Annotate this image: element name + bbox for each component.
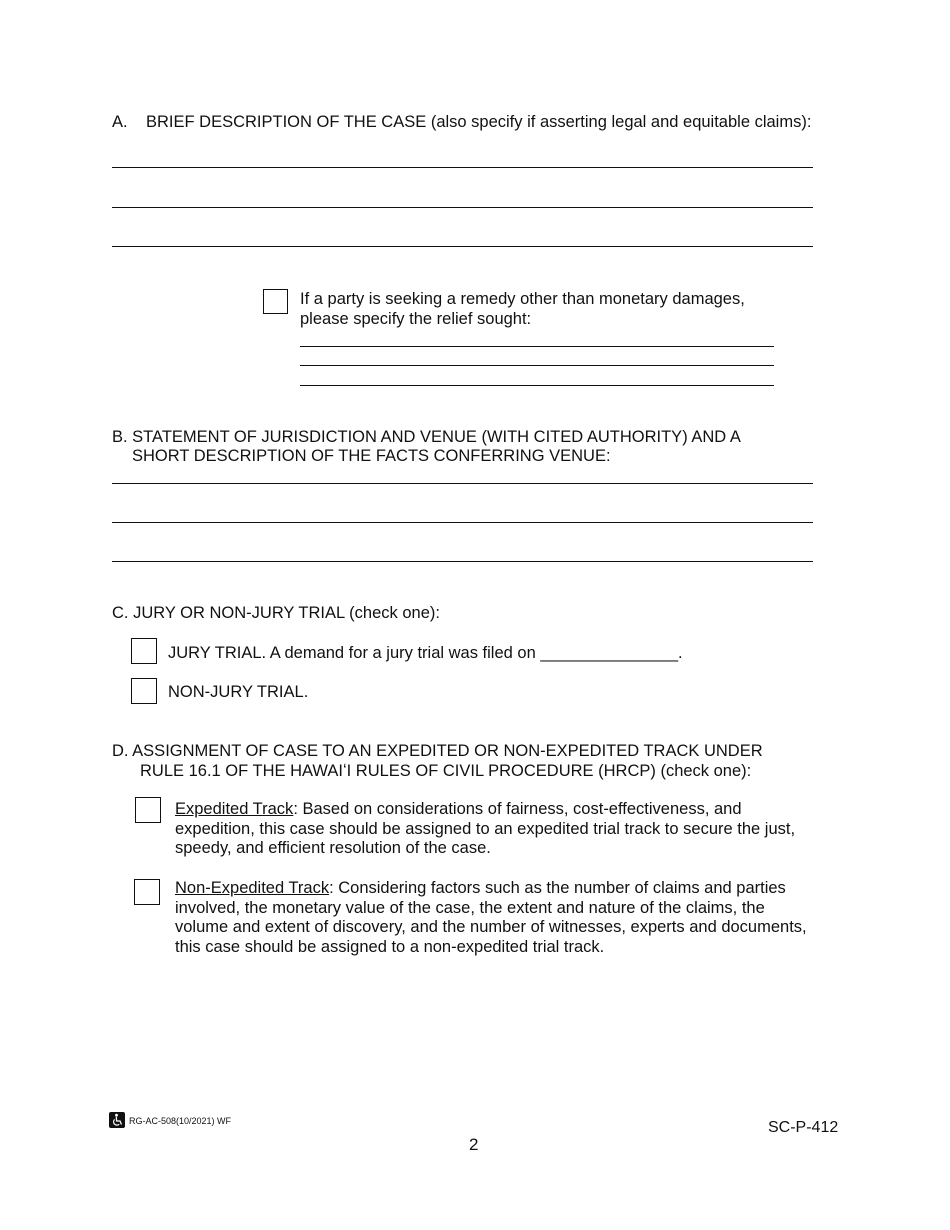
non-expedited-line-1: : Considering factors such as the number of claims and parties (329, 879, 786, 897)
jury-trial-label: JURY TRIAL. A demand for a jury trial was filed on _______________. (168, 644, 683, 662)
section-a-letter: A. (112, 113, 128, 131)
non-expedited-track-title: Non-Expedited Track (175, 879, 330, 897)
form-number: SC-P-412 (768, 1119, 839, 1136)
relief-line-1[interactable] (300, 346, 774, 347)
section-c-heading: C. JURY OR NON-JURY TRIAL (check one): (112, 604, 440, 622)
non-expedited-line-2: involved, the monetary value of the case, the extent and nature of the claims, the (175, 898, 765, 917)
relief-line-3[interactable] (300, 385, 774, 386)
expedited-line-2: expedition, this case should be assigned to an expedited trial track to secure the just, (175, 819, 796, 838)
form-code: RG-AC-508(10/2021) WF (129, 1116, 232, 1126)
wheelchair-icon (109, 1112, 125, 1128)
jury-trial-checkbox[interactable] (131, 638, 157, 664)
non-expedited-track-text (175, 879, 845, 957)
section-a-answer-line-1[interactable] (112, 167, 813, 168)
section-a-answer-line-2[interactable] (112, 207, 813, 208)
non-jury-trial-label: NON-JURY TRIAL. (168, 683, 309, 701)
section-a-answer-line-3[interactable] (112, 246, 813, 247)
non-expedited-track-checkbox[interactable] (134, 879, 160, 905)
page-number: 2 (469, 1135, 479, 1154)
remedy-text-line-1: If a party is seeking a remedy other than monetary damages, (300, 290, 745, 308)
expedited-track-checkbox[interactable] (135, 797, 161, 823)
section-b-answer-line-1[interactable] (112, 483, 813, 484)
non-expedited-line-3: volume and extent of discovery, and the number of witnesses, experts and documents, (175, 918, 807, 937)
expedited-line-1: : Based on considerations of fairness, cost-effectiveness, and (293, 800, 742, 818)
expedited-line-3: speedy, and efficient resolution of the case. (175, 839, 491, 858)
section-d-heading-line-1: D. ASSIGNMENT OF CASE TO AN EXPEDITED OR NON-EXPEDITED TRACK UNDER (112, 742, 763, 760)
section-b-answer-line-3[interactable] (112, 561, 813, 562)
section-b-heading-line-1: B. STATEMENT OF JURISDICTION AND VENUE (WITH CITED AUTHORITY) AND A (112, 428, 741, 446)
remedy-text-line-2: please specify the relief sought: (300, 310, 532, 328)
section-a-heading: BRIEF DESCRIPTION OF THE CASE (also specify if asserting legal and equitable claims): (146, 113, 812, 131)
remedy-checkbox[interactable] (263, 289, 288, 314)
non-jury-trial-checkbox[interactable] (131, 678, 157, 704)
section-b-answer-line-2[interactable] (112, 522, 813, 523)
section-d-heading-line-2: RULE 16.1 OF THE HAWAIʻI RULES OF CIVIL PROCEDURE (HRCP) (check one): (140, 762, 752, 780)
expedited-track-text (175, 800, 835, 859)
relief-line-2[interactable] (300, 365, 774, 366)
expedited-track-title: Expedited Track (175, 800, 294, 818)
non-expedited-line-4: this case should be assigned to a non-expedited trial track. (175, 937, 605, 956)
section-b-heading-line-2: SHORT DESCRIPTION OF THE FACTS CONFERRING VENUE: (132, 447, 611, 465)
